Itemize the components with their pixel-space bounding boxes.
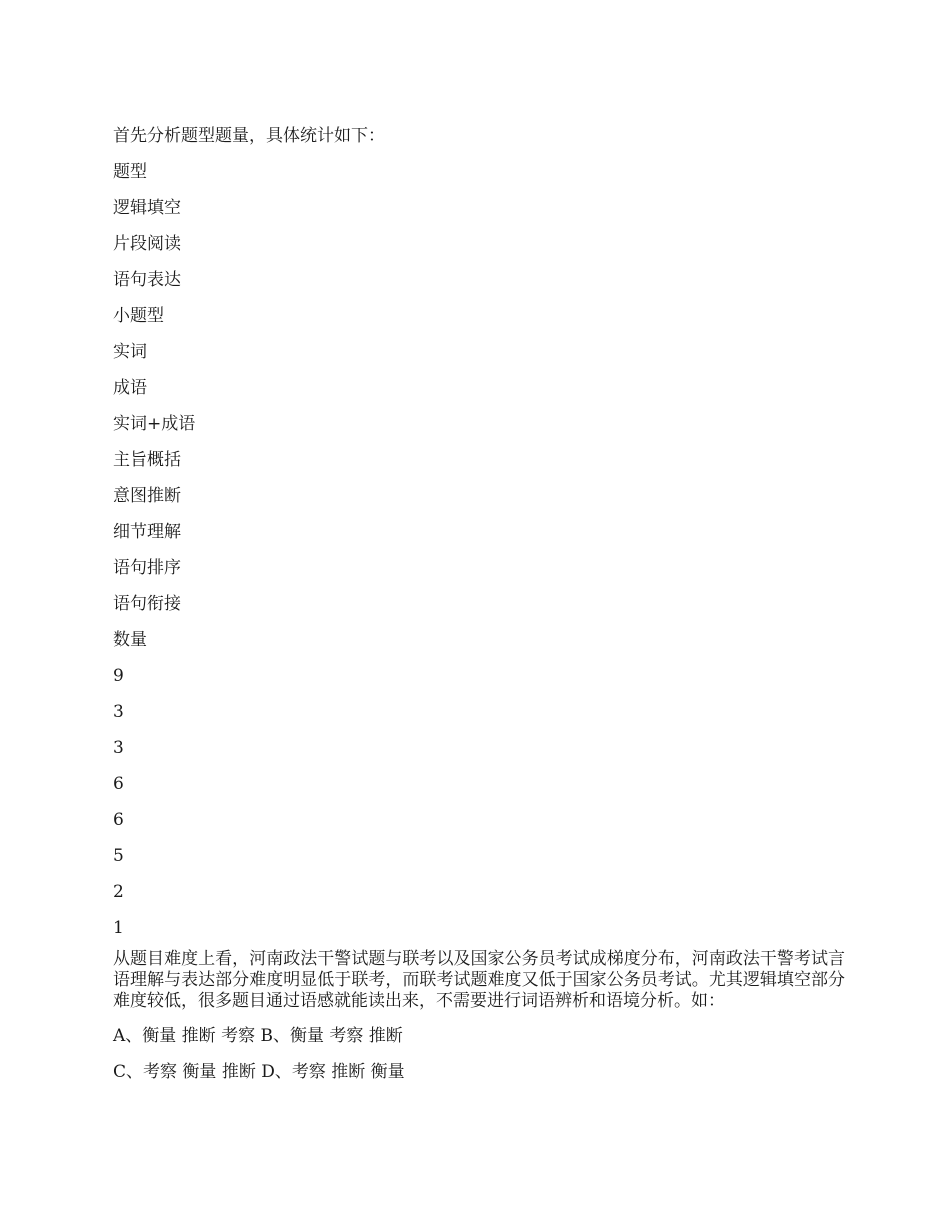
table-header-count: 数量 — [113, 630, 147, 650]
document-page — [113, 124, 845, 1096]
table-header-type: 题型 — [113, 162, 147, 182]
category-item: 片段阅读 — [113, 234, 181, 254]
subtype-item: 主旨概括 — [113, 450, 181, 470]
count-item: 6 — [113, 774, 124, 794]
category-item: 语句表达 — [113, 270, 181, 290]
intro-text: 首先分析题型题量，具体统计如下： — [113, 126, 385, 146]
subtype-item: 实词+成语 — [113, 414, 196, 434]
table-header-subtype: 小题型 — [113, 306, 164, 326]
subtype-item: 意图推断 — [113, 486, 181, 506]
count-item: 2 — [113, 882, 124, 902]
body-paragraph: 从题目难度上看，河南政法干警试题与联考以及国家公务员考试成梯度分布，河南政法干警考试言语理解与表达部分难度明显低于联考，而联考试题难度又低于国家公务员考试。尤其逻辑填空部分难度较低，很多题目通过语感就能读出来，不需要进行词语辨析和语境分析。如： — [113, 949, 845, 1011]
subtype-item: 成语 — [113, 378, 147, 398]
count-item: 5 — [113, 846, 124, 866]
answer-options-line: C、考察 衡量 推断 D、考察 推断 衡量 — [113, 1062, 405, 1082]
count-item: 1 — [113, 918, 124, 938]
subtype-item: 实词 — [113, 342, 147, 362]
count-item: 9 — [113, 666, 124, 686]
subtype-item: 语句排序 — [113, 558, 181, 578]
count-item: 6 — [113, 810, 124, 830]
subtype-item: 细节理解 — [113, 522, 181, 542]
count-item: 3 — [113, 738, 124, 758]
category-item: 逻辑填空 — [113, 198, 181, 218]
count-item: 3 — [113, 702, 124, 722]
answer-options-line: A、衡量 推断 考察 B、衡量 考察 推断 — [113, 1026, 403, 1046]
subtype-item: 语句衔接 — [113, 594, 181, 614]
